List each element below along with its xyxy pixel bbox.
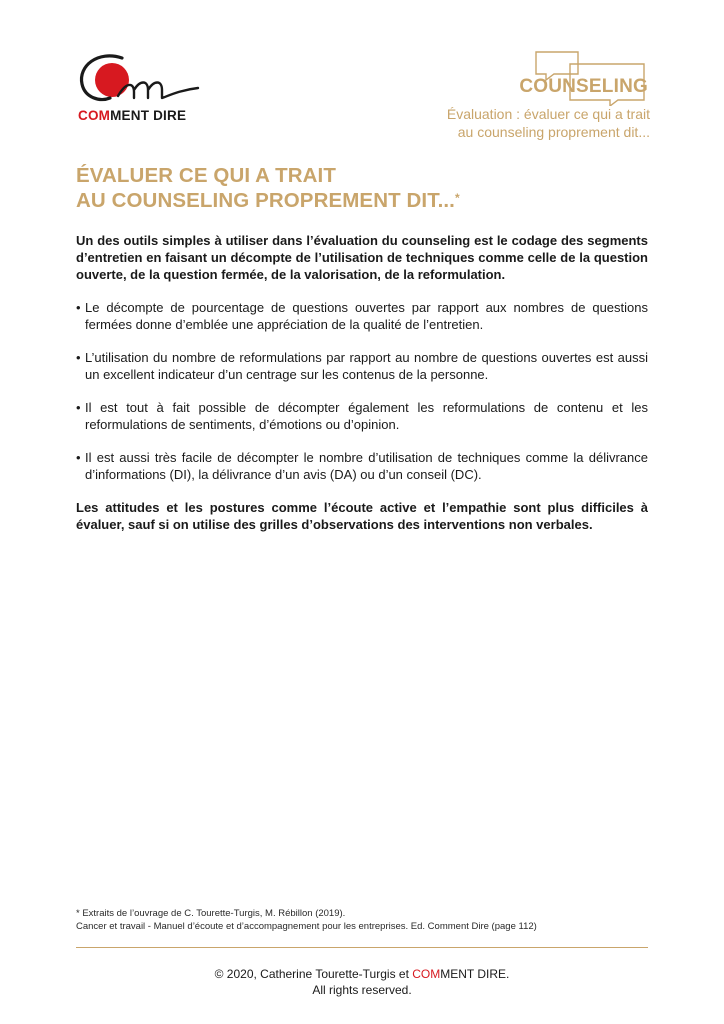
page-subtitle: Évaluation : évaluer ce qui a trait au counseling proprement dit... — [446, 106, 650, 140]
copyright: © 2020, Catherine Tourette-Turgis et COMMENT DIRE. All rights reserved. — [214, 967, 510, 997]
logo-wordmark: COMMENT DIRE — [78, 108, 187, 123]
footnote: * Extraits de l’ouvrage de C. Tourette-Turgis, M. Rébillon (2019). Cancer et travail - Manuel d’écoute et d’accompagnement pour les entreprises. Ed. Comment Dire (page 112) — [76, 908, 537, 932]
footnote-marker: * — [454, 191, 460, 205]
comment-dire-logo — [76, 52, 206, 124]
list-item: • Le décompte de pourcentage de questions ouvertes par rapport aux nombres de questions fermées donne d’emblée une appréciation de la qualité de l’entretien. — [76, 300, 648, 332]
list-item: • Il est aussi très facile de décompter le nombre d’utilisation de techniques comme la délivrance d’informations (DI), la délivrance d’un avis (DA) ou d’un conseil (DC). — [76, 450, 648, 482]
closing-paragraph: Les attitudes et les postures comme l’écoute active et l’empathie sont plus difficiles à évaluer, sauf si on utilise des grilles d’observations des interventions non verbales. — [76, 500, 648, 532]
comment-dire-logo-icon — [76, 52, 206, 110]
main-content — [76, 232, 648, 533]
section-branding — [446, 46, 650, 146]
lead-paragraph: Un des outils simples à utiliser dans l’évaluation du counseling est le codage des segments d’entretien en faisant un décompte de l’utilisation de techniques comme celle de la question ouverte, de la question fermée, de la valorisation, de la reformulation. — [76, 233, 648, 282]
footer-divider — [76, 947, 648, 948]
page-title: ÉVALUER CE QUI A TRAIT AU COUNSELING PROPREMENT DIT...* — [76, 164, 460, 212]
brand-word: COUNSELING — [519, 76, 648, 97]
list-item: • Il est tout à fait possible de décompter également les reformulations de contenu et les reformulations de sentiments, d’émotions ou d’opinion. — [76, 400, 648, 432]
list-item: • L’utilisation du nombre de reformulations par rapport au nombre de questions ouvertes est aussi un excellent indicateur d’un centrage sur les contenus de la personne. — [76, 350, 648, 382]
